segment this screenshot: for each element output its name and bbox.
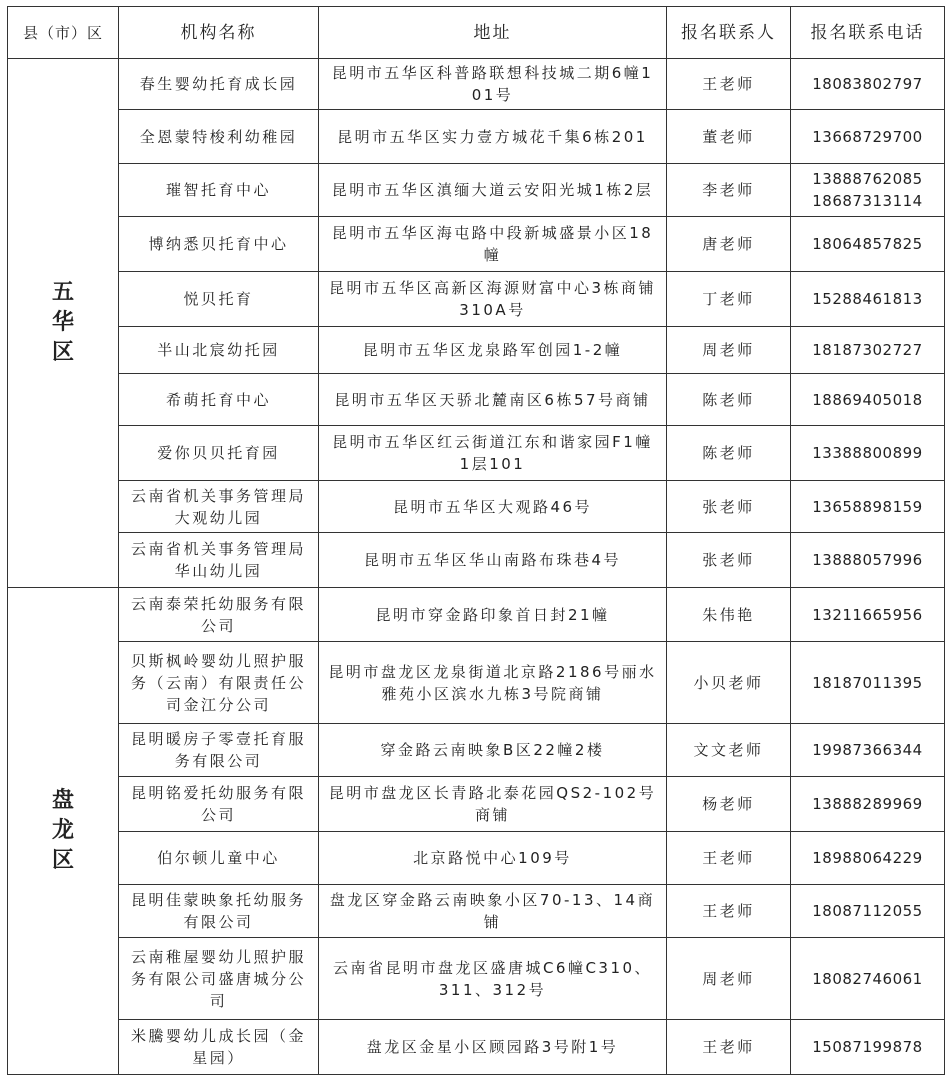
institution-name-cell: 贝斯枫岭婴幼儿照护服务（云南）有限责任公司金江分公司 (119, 642, 319, 724)
header-contact-person: 报名联系人 (667, 7, 791, 59)
header-institution-name: 机构名称 (119, 7, 319, 59)
contact-person-cell: 王老师 (667, 832, 791, 885)
institution-name-cell: 昆明铭爱托幼服务有限公司 (119, 777, 319, 832)
table-row (8, 110, 945, 164)
address-cell: 昆明市五华区滇缅大道云安阳光城1栋2层 (319, 164, 667, 217)
phone-number: 18082746061 (812, 969, 923, 988)
phone-number: 18187302727 (812, 341, 923, 359)
phone-number: 19987366344 (812, 741, 923, 759)
address-cell: 云南省昆明市盘龙区盛唐城C6幢C310、311、312号 (319, 938, 667, 1020)
institution-name-cell: 全恩蒙特梭利幼稚园 (119, 110, 319, 164)
institution-name-cell: 博纳悉贝托育中心 (119, 217, 319, 272)
contact-person-cell: 王老师 (667, 885, 791, 938)
contact-person-cell: 张老师 (667, 481, 791, 533)
address-cell: 昆明市五华区高新区海源财富中心3栋商铺310A号 (319, 272, 667, 327)
institution-name-cell: 云南省机关事务管理局大观幼儿园 (119, 481, 319, 533)
institution-name-cell: 半山北宸幼托园 (119, 327, 319, 374)
contact-person-cell: 陈老师 (667, 374, 791, 426)
contact-person-cell: 董老师 (667, 110, 791, 164)
contact-phone-cell (791, 59, 945, 110)
address-cell: 昆明市五华区天骄北麓南区6栋57号商铺 (319, 374, 667, 426)
contact-person-cell: 周老师 (667, 327, 791, 374)
header-address: 地址 (319, 7, 667, 59)
contact-phone-cell (791, 938, 945, 1020)
institution-name-cell: 云南泰荣托幼服务有限公司 (119, 588, 319, 642)
phone-number: 18687313114 (812, 192, 923, 210)
contact-phone-cell (791, 327, 945, 374)
address-cell: 昆明市五华区红云街道江东和谐家园F1幢1层101 (319, 426, 667, 481)
contact-phone-cell (791, 533, 945, 588)
contact-phone-cell (791, 724, 945, 777)
institution-name-cell: 云南稚屋婴幼儿照护服务有限公司盛唐城分公司 (119, 938, 319, 1020)
institution-name-cell: 希萌托育中心 (119, 374, 319, 426)
institution-name-cell: 璀智托育中心 (119, 164, 319, 217)
phone-number: 18187011395 (812, 673, 923, 692)
address-cell: 穿金路云南映象B区22幢2楼 (319, 724, 667, 777)
address-cell: 昆明市盘龙区龙泉街道北京路2186号丽水雅苑小区滨水九栋3号院商铺 (319, 642, 667, 724)
institution-name-cell: 昆明暖房子零壹托育服务有限公司 (119, 724, 319, 777)
header-county: 县（市）区 (8, 7, 119, 59)
table-row (8, 1020, 945, 1075)
institution-name-cell: 悦贝托育 (119, 272, 319, 327)
contact-phone-cell (791, 426, 945, 481)
phone-number: 13658898159 (812, 497, 923, 516)
contact-person-cell: 李老师 (667, 164, 791, 217)
county-cell (8, 588, 119, 1075)
institution-name-cell: 爱你贝贝托育园 (119, 426, 319, 481)
address-cell: 昆明市五华区华山南路布珠巷4号 (319, 533, 667, 588)
table-row (8, 724, 945, 777)
phone-number: 13668729700 (812, 127, 923, 146)
address-cell: 昆明市五华区龙泉路军创园1-2幢 (319, 327, 667, 374)
header-contact-phone: 报名联系电话 (791, 7, 945, 59)
contact-person-cell: 王老师 (667, 59, 791, 110)
contact-phone-cell (791, 777, 945, 832)
address-cell: 昆明市五华区实力壹方城花千集6栋201 (319, 110, 667, 164)
institution-name-cell: 昆明佳蒙映象托幼服务有限公司 (119, 885, 319, 938)
contact-phone-cell (791, 110, 945, 164)
address-cell: 昆明市穿金路印象首日封21幢 (319, 588, 667, 642)
contact-phone-cell (791, 481, 945, 533)
contact-person-cell: 朱伟艳 (667, 588, 791, 642)
contact-person-cell: 王老师 (667, 1020, 791, 1075)
contact-person-cell: 张老师 (667, 533, 791, 588)
phone-number: 13888057996 (812, 551, 923, 569)
contact-phone-cell (791, 164, 945, 217)
table-row (8, 588, 945, 642)
phone-number: 15288461813 (812, 290, 923, 308)
header-row (8, 7, 945, 59)
contact-phone-cell (791, 272, 945, 327)
county-char: 五 (51, 280, 74, 305)
institution-name-cell: 春生婴幼托育成长园 (119, 59, 319, 110)
table-row (8, 426, 945, 481)
table-row (8, 327, 945, 374)
table-row (8, 832, 945, 885)
address-cell: 盘龙区穿金路云南映象小区70-13、14商铺 (319, 885, 667, 938)
address-cell: 昆明市盘龙区长青路北泰花园QS2-102号商铺 (319, 777, 667, 832)
phone-number: 13888289969 (812, 795, 923, 813)
table-row (8, 272, 945, 327)
county-cell (8, 59, 119, 588)
phone-number: 18064857825 (812, 235, 923, 253)
county-char: 区 (51, 340, 74, 365)
table-row (8, 164, 945, 217)
address-cell: 昆明市五华区大观路46号 (319, 481, 667, 533)
county-char: 华 (51, 310, 74, 335)
institution-name-cell: 米騰婴幼儿成长园（金星园） (119, 1020, 319, 1075)
county-char: 区 (51, 848, 74, 873)
contact-person-cell: 陈老师 (667, 426, 791, 481)
county-char: 盘 (51, 788, 74, 813)
address-cell: 北京路悦中心109号 (319, 832, 667, 885)
contact-phone-cell (791, 885, 945, 938)
contact-person-cell: 杨老师 (667, 777, 791, 832)
county-char: 龙 (51, 818, 74, 843)
contact-person-cell: 文文老师 (667, 724, 791, 777)
contact-person-cell: 小贝老师 (667, 642, 791, 724)
address-cell: 昆明市五华区科普路联想科技城二期6幢101号 (319, 59, 667, 110)
contact-person-cell: 丁老师 (667, 272, 791, 327)
phone-number: 13388800899 (812, 444, 923, 462)
phone-number: 18083802797 (812, 75, 923, 93)
contact-person-cell: 周老师 (667, 938, 791, 1020)
table-body (8, 59, 945, 1075)
table-row (8, 885, 945, 938)
phone-number: 18988064229 (812, 849, 923, 867)
institution-name-cell: 云南省机关事务管理局华山幼儿园 (119, 533, 319, 588)
contact-phone-cell (791, 588, 945, 642)
contact-phone-cell (791, 832, 945, 885)
registration-table (7, 6, 945, 1075)
table-row (8, 938, 945, 1020)
table-row (8, 217, 945, 272)
phone-number: 18869405018 (812, 390, 923, 409)
table-row (8, 777, 945, 832)
institution-name-cell: 伯尔顿儿童中心 (119, 832, 319, 885)
contact-phone-cell (791, 1020, 945, 1075)
contact-phone-cell (791, 374, 945, 426)
table-row (8, 533, 945, 588)
address-cell: 昆明市五华区海屯路中段新城盛景小区18幢 (319, 217, 667, 272)
table-row (8, 642, 945, 724)
table-row (8, 481, 945, 533)
phone-number: 13888762085 (812, 170, 923, 188)
table-row (8, 374, 945, 426)
phone-number: 13211665956 (812, 605, 923, 624)
phone-number: 15087199878 (812, 1038, 923, 1056)
contact-person-cell: 唐老师 (667, 217, 791, 272)
contact-phone-cell (791, 642, 945, 724)
table-row (8, 59, 945, 110)
contact-phone-cell (791, 217, 945, 272)
phone-number: 18087112055 (812, 902, 923, 920)
address-cell: 盘龙区金星小区顾园路3号附1号 (319, 1020, 667, 1075)
registration-table-container (7, 6, 945, 1075)
